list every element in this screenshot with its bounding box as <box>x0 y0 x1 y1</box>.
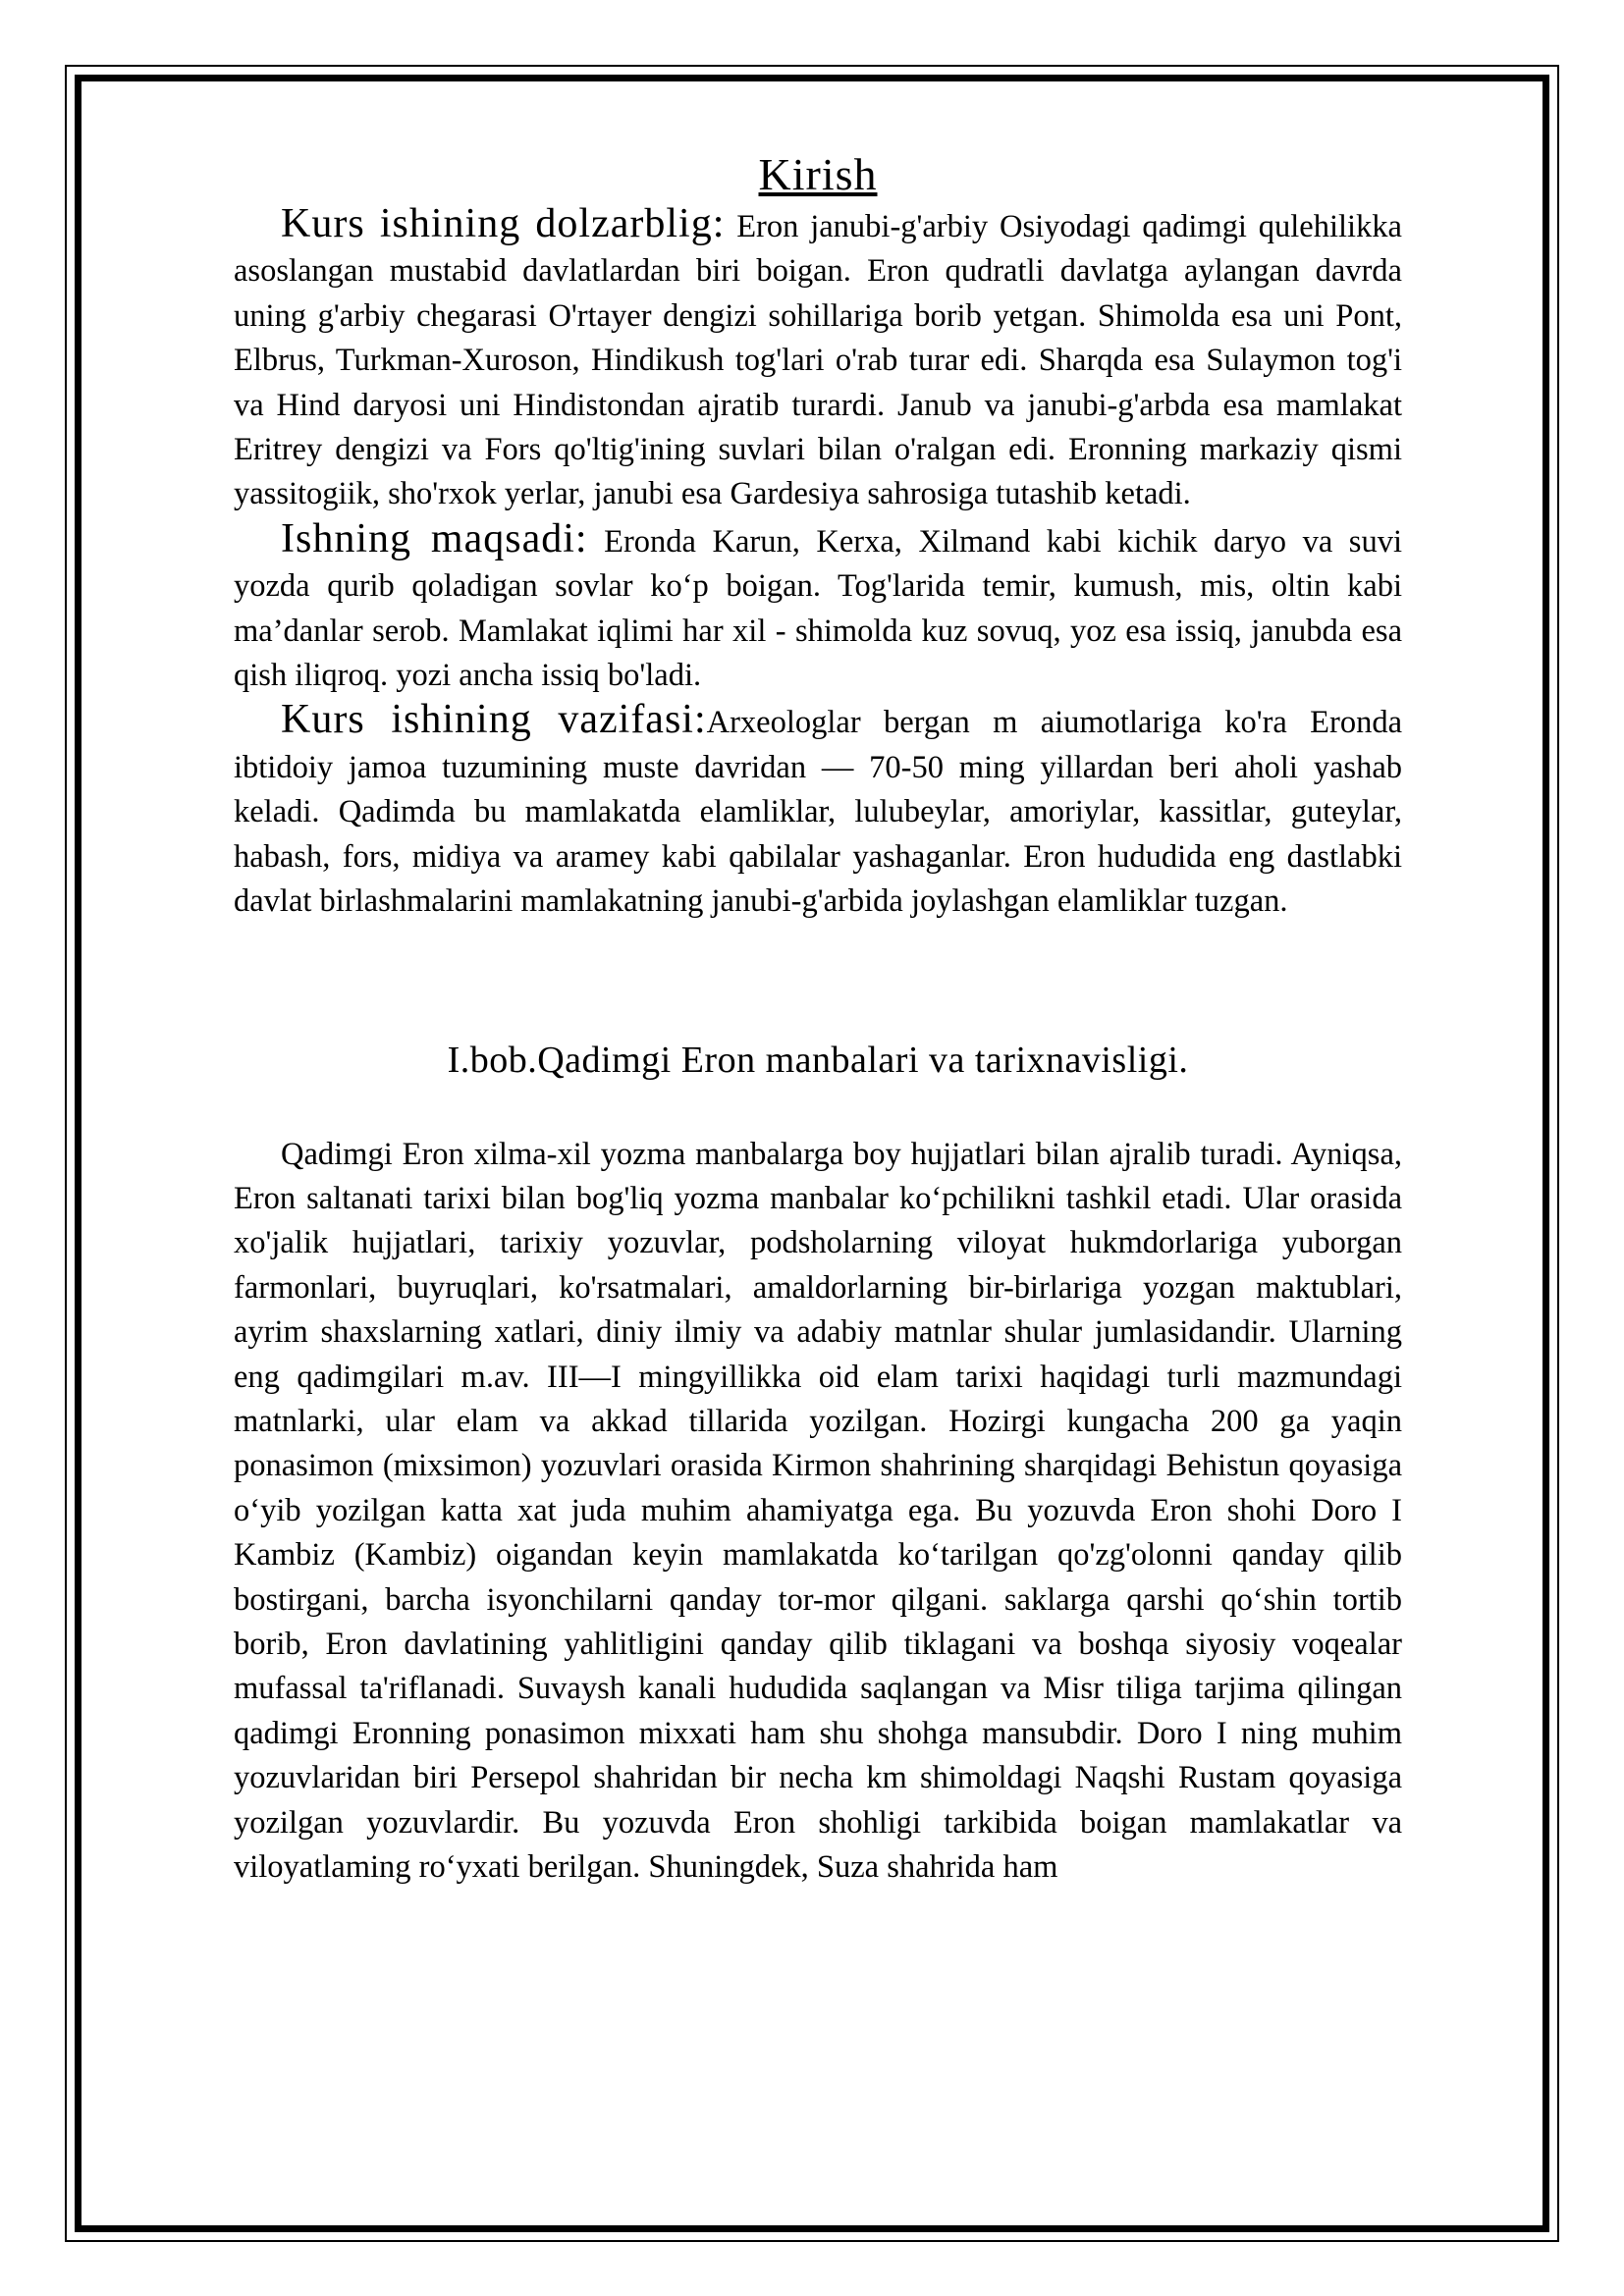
intro-paragraph-goal <box>234 517 1402 699</box>
chapter-spacer <box>234 1082 1402 1133</box>
chapter-title: I.bob.Qadimgi Eron manbalari va tarixnavisligi. <box>447 1039 1189 1081</box>
intro-title: Kirish <box>758 149 878 199</box>
goal-text: Eronda Karun, Kerxa, Xilmand kabi kichik daryo va suvi yozda qurib qoladigan sovlar ko‘p boigan. Tog'larida temir, kumush, mis, oltin kabi ma’danlar serob. Mamlakat iqlimi har xil - shimolda kuz sovuq, yoz esa issiq, janubda esa qish iliqroq. yozi ancha issiq bo'ladi. <box>234 523 1402 694</box>
relevance-text: Eron janubi-g'arbiy Osiyodagi qadimgi qulehilikka asoslangan mustabid davlatlardan biri boigan. Eron qudratli davlatga aylangan davrda uning g'arbiy chegarasi O'rtayer dengizi sohillariga borib yetgan. Shimolda esa uni Pont, Elbrus, Turkman-Xuroson, Hindikush tog'lari o'rab turar edi. Sharqda esa Sulaymon tog'i va Hind daryosi uni Hindistondan ajratib turardi. Janub va janubi-g'arbda esa mamlakat Eritrey dengizi va Fors qo'ltig'ining suvlari bilan o'ralgan edi. Eronning markaziy qismi yassitogiik, sho'rxok yerlar, janubi esa Gardesiya sahrosiga tutashib ketadi. <box>234 209 1402 512</box>
tasks-lead: Kurs ishining vazifasi: <box>281 697 707 743</box>
chapter-paragraph: Qadimgi Eron xilma-xil yozma manbalarga boy hujjatlari bilan ajralib turadi. Ayniqsa, Eron saltanati tarixi bilan bog'liq yozma manbalar ko‘pchilikni tashkil etadi. Ular orasida xo'jalik hujjatlari, tarixiy yozuvlar, podsholarning viloyat hukmdorlariga yuborgan farmonlari, buyruqlari, ko'rsatmalari, amaldorlarning bir-birlariga yozgan maktublari, ayrim shaxslarning xatlari, diniy ilmiy va adabiy matnlar shular jumlasidandir. Ularning eng qadimgilari m.av. III—I mingyillikka oid elam tarixi haqidagi turli mazmundagi matnlarki, ular elam va akkad tillarida yozilgan. Hozirgi kungacha 200 ga yaqin ponasimon (mixsimon) yozuvlari orasida Kirmon shahrining sharqidagi Behistun qoyasiga o‘yib yozilgan katta xat juda muhim ahamiyatga ega. Bu yozuvda Eron shohi Doro I Kambiz (Kambiz) oigandan keyin mamlakatda ko‘tarilgan qo'zg'olonni qanday qilib bostirgani, barcha isyonchilarni qanday tor-mor qilgani. saklarga qarshi qo‘shin tortib borib, Eron davlatining yahlitligini qanday qilib tiklagani va boshqa siyosiy voqealar mufassal ta'riflanadi. Suvaysh kanali hududida saqlangan va Misr tiliga tarjima qilingan qadimgi Eronning ponasimon mixxati ham shu shohga mansubdir. Doro I ning muhim yozuvlaridan biri Persepol shahridan bir necha km shimoldagi Naqshi Rustam qoyasiga yozilgan yozuvlardir. Bu yozuvda Eron shohligi tarkibida boigan mamlakatlar va viloyatlaming ro‘yxati berilgan. Shuningdek, Suza shahrida ham <box>234 1136 1402 1885</box>
goal-lead: Ishning maqsadi: <box>281 515 588 561</box>
intro-paragraph-tasks <box>234 698 1402 924</box>
relevance-lead: Kurs ishining dolzarblig: <box>281 201 726 246</box>
tasks-text: Arxeologlar bergan m aiumotlariga ko'ra Eronda ibtidoiy jamoa tuzumining muste davridan — 70-50 ming yillardan beri aholi yashab keladi. Qadimda bu mamlakatda elamliklar, lulubeylar, amoriylar, kassitlar, guteylar, habash, fors, midiya va aramey kabi qabilalar yashaganlar. Eron hududida eng dastlabki davlat birlashmalarini mamlakatning janubi-g'arbida joylashgan elamliklar tuzgan. <box>234 705 1402 920</box>
document-body <box>234 147 1402 1890</box>
section-spacer <box>234 925 1402 1039</box>
intro-paragraph-relevance <box>234 202 1402 517</box>
